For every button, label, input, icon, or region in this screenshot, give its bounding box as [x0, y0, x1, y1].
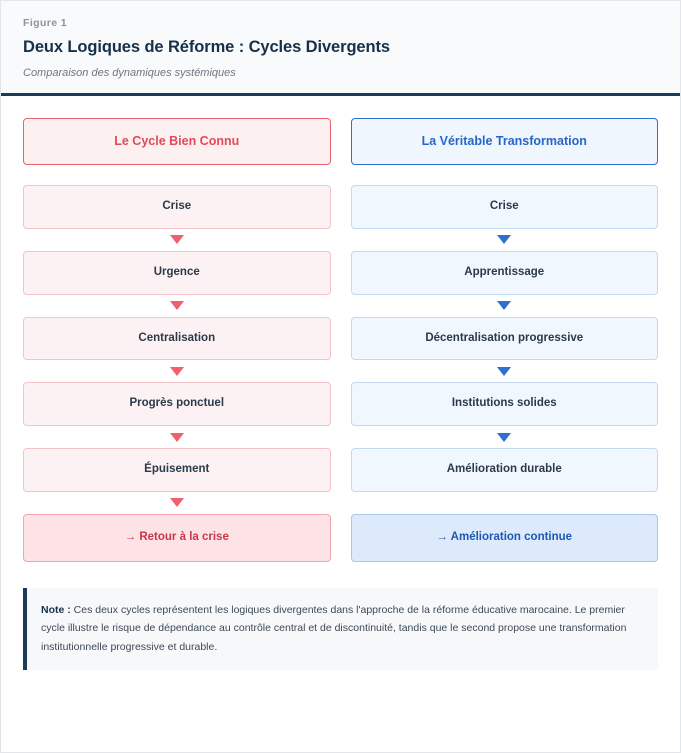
- cycle-transformation-loop: → Amélioration continue: [351, 514, 659, 562]
- arrow-down-icon: [23, 229, 331, 251]
- arrow-down-icon: [351, 426, 659, 448]
- cycle-transformation-step-5: Amélioration durable: [351, 448, 659, 492]
- cycle-transformation-step-4: Institutions solides: [351, 382, 659, 426]
- figure-header: [1, 1, 680, 96]
- cycle-known-column: [23, 118, 331, 562]
- arrow-down-icon: [351, 295, 659, 317]
- cycle-known-step-2: Urgence: [23, 251, 331, 295]
- arrow-down-icon: [23, 492, 331, 514]
- cycle-transformation-step-1: Crise: [351, 185, 659, 229]
- note-label: Note :: [41, 603, 71, 616]
- cycle-transformation-step-2: Apprentissage: [351, 251, 659, 295]
- figure-body: [1, 96, 680, 752]
- cycle-known-step-3: Centralisation: [23, 317, 331, 361]
- cycle-transformation-column: [351, 118, 659, 562]
- cycles-container: [23, 118, 658, 562]
- arrow-down-icon: [23, 426, 331, 448]
- note-text: Ces deux cycles représentent les logiques divergentes dans l'approche de la réforme éducative marocaine. Le premier cycle illustre le risque de dépendance au contrôle central et de discontinuité, tandis que le second propose une transformation institutionnelle progressive et durable.: [41, 603, 627, 653]
- cycle-known-step-1: Crise: [23, 185, 331, 229]
- spacer: [23, 165, 331, 185]
- cycle-known-step-5: Épuisement: [23, 448, 331, 492]
- cycle-transformation-step-3: Décentralisation progressive: [351, 317, 659, 361]
- figure-number: Figure 1: [23, 17, 68, 29]
- cycle-known-loop: → Retour à la crise: [23, 514, 331, 562]
- spacer: [351, 165, 659, 185]
- arrow-down-icon: [351, 360, 659, 382]
- figure-note: [23, 588, 658, 670]
- cycle-known-heading: Le Cycle Bien Connu: [23, 118, 331, 165]
- arrow-down-icon: [23, 295, 331, 317]
- arrow-down-icon: [351, 229, 659, 251]
- cycle-transformation-heading: La Véritable Transformation: [351, 118, 659, 165]
- cycle-known-step-4: Progrès ponctuel: [23, 382, 331, 426]
- figure-subtitle: Comparaison des dynamiques systémiques: [23, 67, 236, 79]
- arrow-down-icon: [23, 360, 331, 382]
- page-title: Deux Logiques de Réforme : Cycles Divergents: [23, 38, 390, 56]
- spacer: [351, 492, 659, 514]
